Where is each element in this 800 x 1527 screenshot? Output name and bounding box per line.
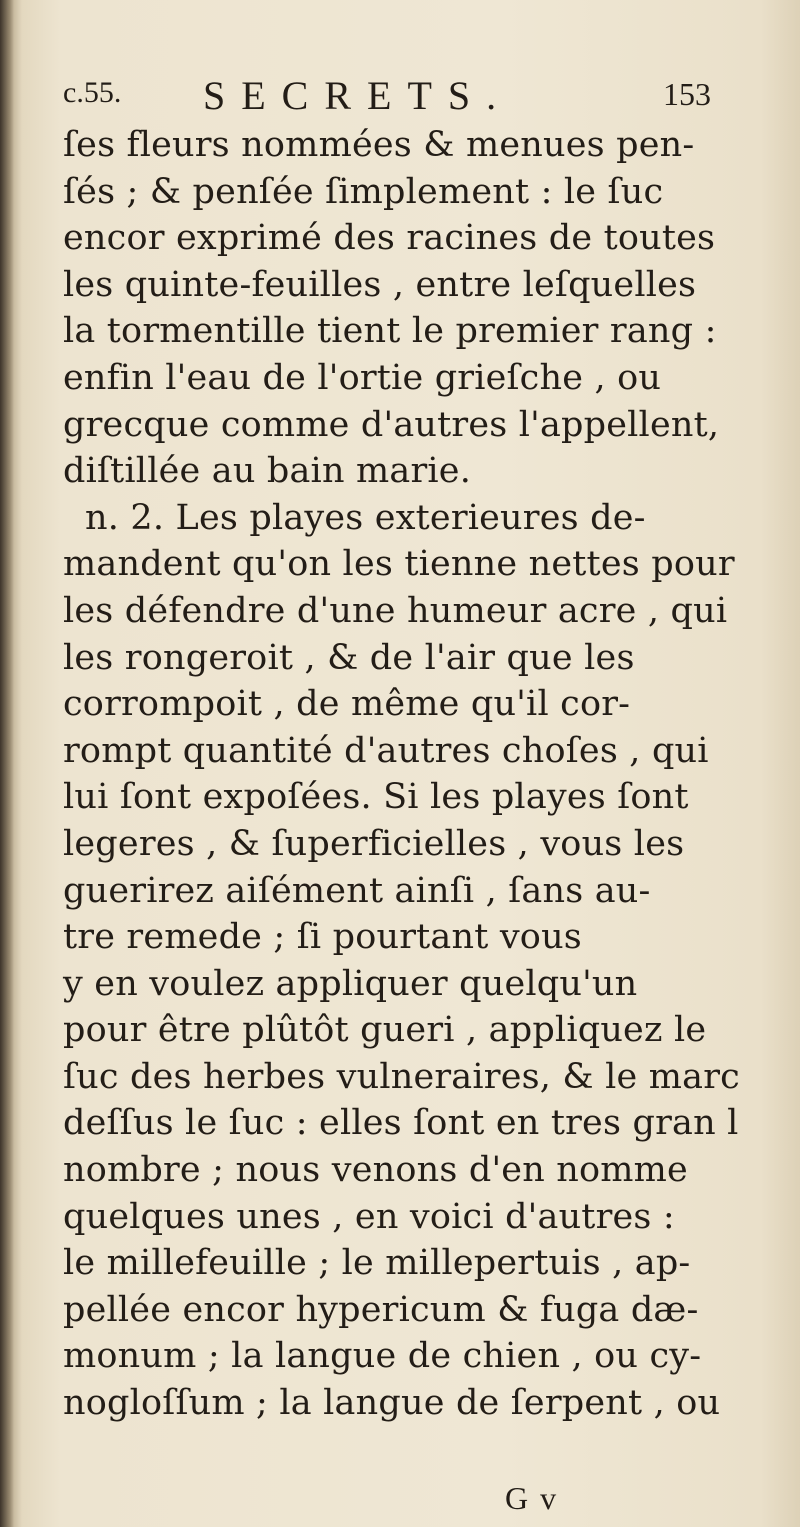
text-line: pour être plûtôt gueri , appliquez le (63, 1010, 707, 1051)
text-line: corrompoit , de même qu'il cor- (63, 684, 631, 725)
text-line: quelques unes , en voici d'autres : (63, 1196, 675, 1237)
gutter-shadow (0, 0, 14, 1527)
section-marker: c.55. (63, 76, 122, 109)
text-line: legeres , & ſuperficielles , vous les (63, 823, 685, 864)
text-line: la tormentille tient le premier rang : (63, 311, 717, 352)
text-line: les défendre d'une humeur acre , qui (63, 590, 728, 631)
text-line: lui ſont expoſées. Si les playes ſont (63, 777, 689, 818)
text-line: le millefeuille ; le millepertuis , ap- (63, 1243, 691, 1284)
text-line: grecque comme d'autres l'appellent, (63, 404, 720, 445)
text-line: enfin l'eau de l'ortie grieſche , ou (63, 357, 662, 398)
text-line: encor exprimé des racines de toutes (63, 218, 716, 259)
text-line: ſes fleurs nommées & menues pen- (63, 125, 695, 165)
signature-mark: G v (505, 1480, 559, 1516)
text-line: tre remede ; ſi pourtant vous (63, 917, 582, 958)
page-number: 153 (663, 76, 711, 112)
text-line: les rongeroit , & de l'air que les (63, 637, 635, 678)
text-line: guerirez aiſément ainſi , ſans au- (63, 870, 651, 911)
text-block (63, 72, 740, 1427)
text-line: mandent qu'on les tienne nettes pour (63, 544, 735, 585)
running-head (63, 72, 723, 122)
text-line: ſuc des herbes vulneraires, & le marc (63, 1056, 740, 1097)
running-title: SECRETS. (203, 73, 513, 118)
text-line: nogloſſum ; la langue de ſerpent , ou (63, 1383, 721, 1424)
text-line: pellée encor hypericum & fuga dæ- (63, 1289, 699, 1330)
text-line: rompt quantité d'autres choſes , qui (63, 730, 709, 771)
text-line: nombre ; nous venons d'en nomme (63, 1150, 688, 1191)
text-line: les quinte-feuilles , entre leſquelles (63, 264, 697, 305)
text-line: ſés ; & penſée ſimplement : le ſuc (63, 171, 664, 212)
text-line: deſſus le ſuc : elles ſont en tres gran l (63, 1103, 739, 1144)
text-line: y en voulez appliquer quelqu'un (63, 963, 638, 1004)
text-line: monum ; la langue de chien , ou cy- (63, 1336, 702, 1377)
paragraph-start-line: n. 2. Les playes exterieures de- (85, 497, 646, 538)
text-line: diſtillée au bain marie. (63, 451, 472, 492)
